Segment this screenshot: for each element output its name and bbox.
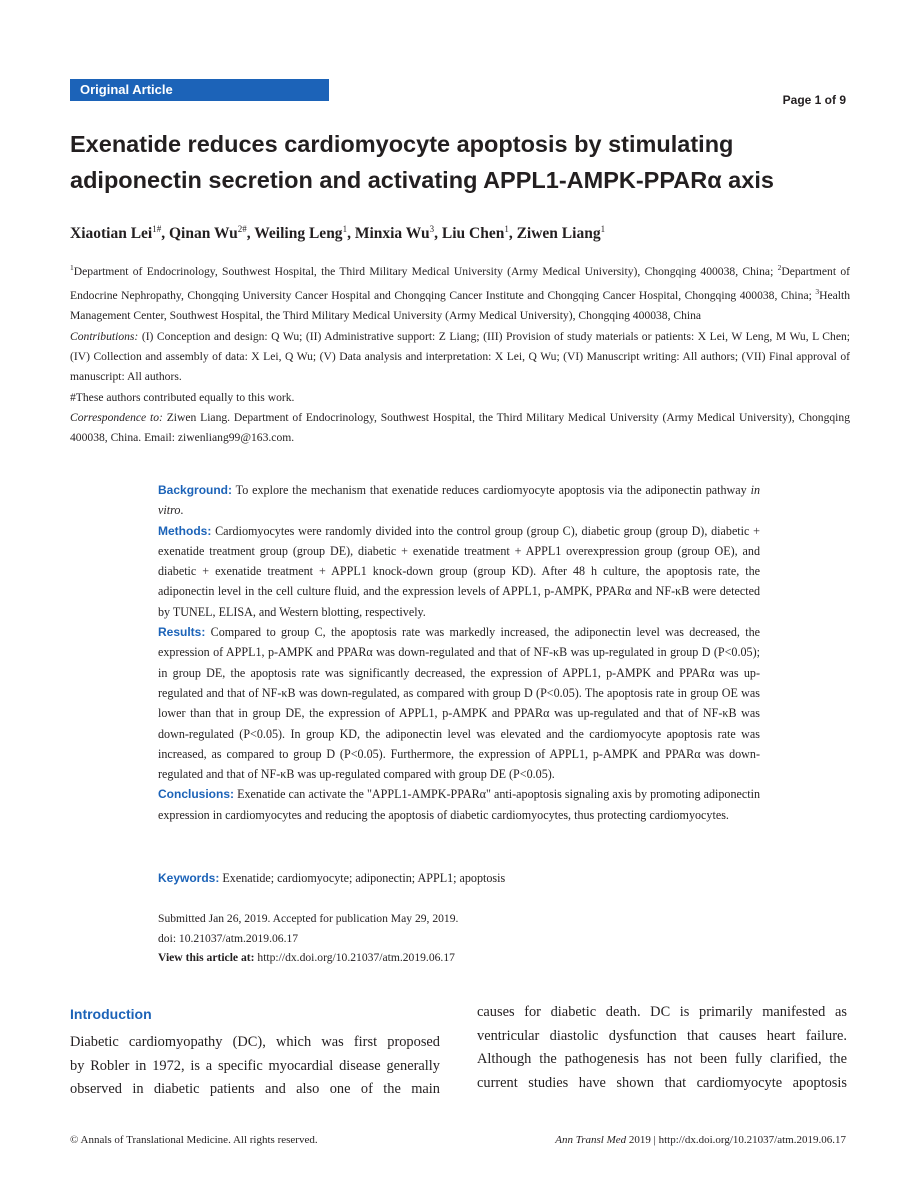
submission-dates: Submitted Jan 26, 2019. Accepted for publication May 29, 2019. bbox=[158, 912, 459, 925]
correspondence: Correspondence to: Ziwen Liang. Department of Endocrinology, Southwest Hospital, the Third Military Medical University (Army Medical University), Chongqing 400038, China. Email: ziwenliang99@163.com. bbox=[70, 410, 850, 445]
title-line-2: adiponectin secretion and activating APPL1-AMPK-PPARα axis bbox=[70, 167, 774, 193]
author: Minxia Wu$^3$ bbox=[354, 224, 435, 243]
text-line: Although the pathogenesis has not been fully clarified, the bbox=[477, 1051, 847, 1067]
keywords-label: Keywords: bbox=[158, 871, 220, 885]
equal-contribution-note: #These authors contributed equally to this work. bbox=[70, 390, 295, 404]
article-type-badge: Original Article bbox=[70, 79, 329, 101]
author: Ziwen Liang$^1$ bbox=[516, 224, 606, 243]
affiliations: $^1$Department of Endocrinology, Southwest Hospital, the Third Military Medical University (Army Medical University), Chongqing 400038, China; $^2$Department of Endocrine Nephropathy, Chongqing University Cancer Hospital and Chongqing Cancer Institute and Chongqing Cancer Hospital, Chongqing 400038, China; $^3$Health Management Center, Southwest Hospital, the Third Military Medical University (Army Medical University), Chongqing 400038, China bbox=[70, 263, 851, 323]
introduction-heading: Introduction bbox=[70, 1006, 152, 1022]
introduction-right-column bbox=[477, 1001, 847, 1095]
introduction-left-column bbox=[70, 1031, 440, 1102]
doi: doi: 10.21037/atm.2019.06.17 bbox=[158, 931, 299, 945]
author: Liu Chen$^1$ bbox=[441, 224, 509, 243]
article-url-link[interactable]: http://dx.doi.org/10.21037/atm.2019.06.17 bbox=[257, 951, 455, 965]
contributions-label: Contributions: bbox=[70, 329, 139, 343]
correspondence-label: Correspondence to: bbox=[70, 410, 163, 424]
abstract bbox=[158, 480, 760, 825]
author-list: Xiaotian Lei$^{1\#}$, Qinan $Wu^{2\#}$, Weiling Leng$^1$, Minxia Wu$^3$, Liu Chen$^1$, Ziwen Liang$^1$ bbox=[70, 224, 606, 243]
keywords bbox=[158, 868, 760, 888]
view-article: View this article at: http://dx.doi.org/10.21037/atm.2019.06.17 bbox=[158, 951, 455, 965]
journal-footer bbox=[555, 1134, 846, 1146]
text-line: observed in diabetic patients and also one of the main bbox=[70, 1081, 440, 1097]
abstract-background: Background: To explore the mechanism that exenatide reduces cardiomyocyte apoptosis via the adiponectin pathway in vitro. bbox=[158, 483, 760, 518]
contributions: Contributions: (I) Conception and design: Q Wu; (II) Administrative support: Z Liang; (III) Provision of study materials or patients: X Lei, W Leng, M Wu, L Chen; (IV) Collection and assembly of data: X Lei, Q Wu; (V) Data analysis and interpretation: X Lei, Q Wu; (VI) Manuscript writing: All authors; (VII) Final approval of manuscript: All authors. bbox=[70, 329, 850, 384]
journal-doi: 2019 | http://dx.doi.org/10.21037/atm.2019.06.17 bbox=[628, 1134, 846, 1146]
copyright-footer: © Annals of Translational Medicine. All rights reserved. bbox=[70, 1134, 318, 1146]
keywords-text: Exenatide; cardiomyocyte; adiponectin; APPL1; apoptosis bbox=[222, 871, 506, 885]
article-title bbox=[70, 126, 850, 198]
page-number: Page 1 of 9 bbox=[782, 93, 846, 107]
journal-abbrev: Ann Transl Med bbox=[555, 1134, 627, 1146]
author: Qinan $Wu^{2\#}$ bbox=[169, 224, 247, 243]
title-line-1: Exenatide reduces cardiomyocyte apoptosis by stimulating bbox=[70, 131, 734, 157]
author: Xiaotian Lei$^{1\#}$ bbox=[70, 224, 162, 243]
text-line: current studies have shown that cardiomyocyte apoptosis bbox=[477, 1074, 847, 1091]
text-line: ventricular diastolic dysfunction that causes heart failure. bbox=[477, 1027, 847, 1044]
abstract-methods: Methods: Cardiomyocytes were randomly divided into the control group (group C), diabetic group (group D), diabetic + exenatide treatment group (group DE), diabetic + exenatide treatment + APPL1 overexpression group (group OE), and diabetic + exenatide treatment + APPL1 knock-down group (group KD). After 48 h culture, the apoptosis rate, the adiponectin level in the cell culture fluid, and the expression levels of APPL1, p-AMPK, PPARα and NF-κB were detected by TUNEL, ELISA, and Western blotting, respectively. bbox=[158, 523, 760, 619]
submission-info bbox=[158, 909, 760, 968]
abstract-results: Results: Compared to group C, the apoptosis rate was markedly increased, the adiponectin level was decreased, the expression of APPL1, p-AMPK and PPARα was down-regulated and that of NF-κB was up-regulated in group D (P<0.05); in group DE, the apoptosis rate was significantly decreased, the expression of APPL1, p-AMPK and PPARα was up-regulated and that of NF-κB was down-regulated, as compared with group D (P<0.05). The apoptosis rate in group OE was lower than that in group DE, the expression of APPL1, p-AMPK and PPARα was up-regulated and that of NF-κB was down-regulated (P<0.05). In group KD, the adiponectin level was elevated and the cardiomyocyte apoptosis rate was increased, as compared to group D (P<0.05). Furthermore, the expression of APPL1, p-AMPK and PPARα was down-regulated and that of NF-κB was up-regulated compared with group DE (P<0.05). bbox=[158, 625, 760, 782]
author: Weiling Leng$^1$ bbox=[254, 224, 348, 243]
text-line: Diabetic cardiomyopathy (DC), which was first proposed bbox=[70, 1034, 440, 1050]
text-line: by Robler in 1972, is a specific myocardial disease generally bbox=[70, 1057, 440, 1074]
text-line: causes for diabetic death. DC is primarily manifested as bbox=[477, 1004, 847, 1020]
abstract-conclusions: Conclusions: Exenatide can activate the "APPL1-AMPK-PPARα" anti-apoptosis signaling axis by promoting adiponectin expression in cardiomyocytes and reducing the apoptosis of diabetic cardiomyocytes, thus protecting cardiomyocytes. bbox=[158, 787, 760, 822]
article-metadata bbox=[70, 258, 850, 448]
